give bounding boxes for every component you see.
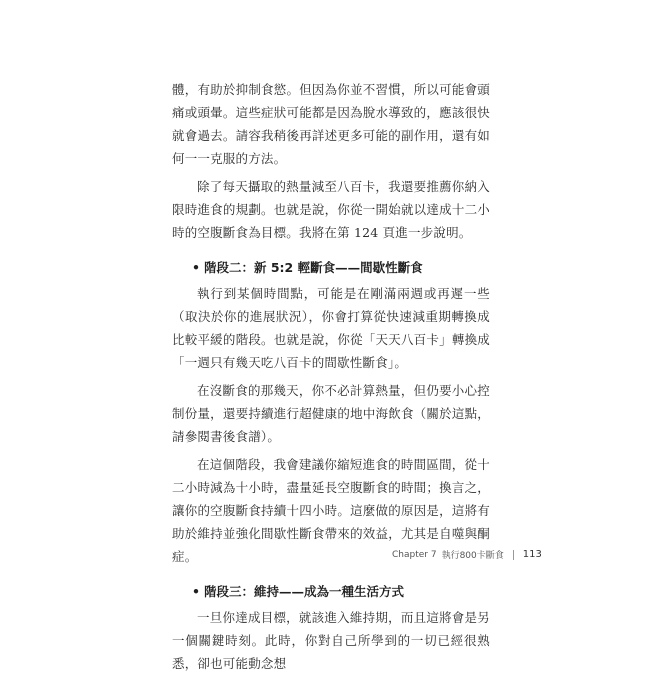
bullet-icon: • bbox=[192, 584, 200, 599]
paragraph: 體，有助於抑制食慾。但因為你並不習慣，所以可能會頭痛或頭暈。這些症狀可能都是因為脫水導致的，應該很快就會過去。請容我稍後再詳述更多可能的副作用，還有如何一一克服的方法。 bbox=[172, 82, 490, 166]
section-title: 階段三：維持——成為一種生活方式 bbox=[204, 584, 405, 599]
section-heading-stage-2 bbox=[192, 256, 490, 279]
paragraph: 在這個階段，我會建議你縮短進食的時間區間，從十二小時減為十小時，盡量延長空腹斷食的時間；換言之，讓你的空腹斷食持續十四小時。這麼做的原因是，這將有助於維持並強化間歇性斷食帶來的效益，尤其是自噬與酮症。 bbox=[172, 457, 490, 564]
chapter-title: 執行800卡斷食 bbox=[441, 551, 504, 561]
paragraph: 除了每天攝取的熱量減至八百卡，我還要推薦你納入限時進食的規劃。也就是說，你從一開始就以達成十二小時的空腹斷食為目標。我將在第 124 頁進一步說明。 bbox=[172, 179, 490, 240]
section-heading-stage-3 bbox=[192, 580, 490, 603]
page-body bbox=[172, 78, 490, 680]
section-title: 階段二：新 5:2 輕斷食——間歇性斷食 bbox=[204, 260, 423, 275]
chapter-label: Chapter 7 bbox=[392, 549, 437, 560]
page-footer bbox=[392, 548, 542, 561]
paragraph: 在沒斷食的那幾天，你不必計算熱量，但仍要小心控制份量，還要持續進行超健康的地中海飲食（關於這點，請參閱書後食譜）。 bbox=[172, 383, 490, 444]
bullet-icon: • bbox=[192, 260, 200, 275]
paragraph: 執行到某個時間點，可能是在剛滿兩週或再遲一些（取決於你的進展狀況），你會打算從快速減重期轉換成比較平緩的階段。也就是說，你從「天天八百卡」轉換成「一週只有幾天吃八百卡的間歇性斷食」。 bbox=[172, 286, 490, 370]
paragraph: 一旦你達成目標，就該進入維持期，而且這將會是另一個關鍵時刻。此時，你對自己所學到的一切已經很熟悉，卻也可能動念想 bbox=[172, 610, 490, 671]
page-number: 113 bbox=[522, 549, 542, 560]
footer-divider bbox=[513, 550, 514, 560]
